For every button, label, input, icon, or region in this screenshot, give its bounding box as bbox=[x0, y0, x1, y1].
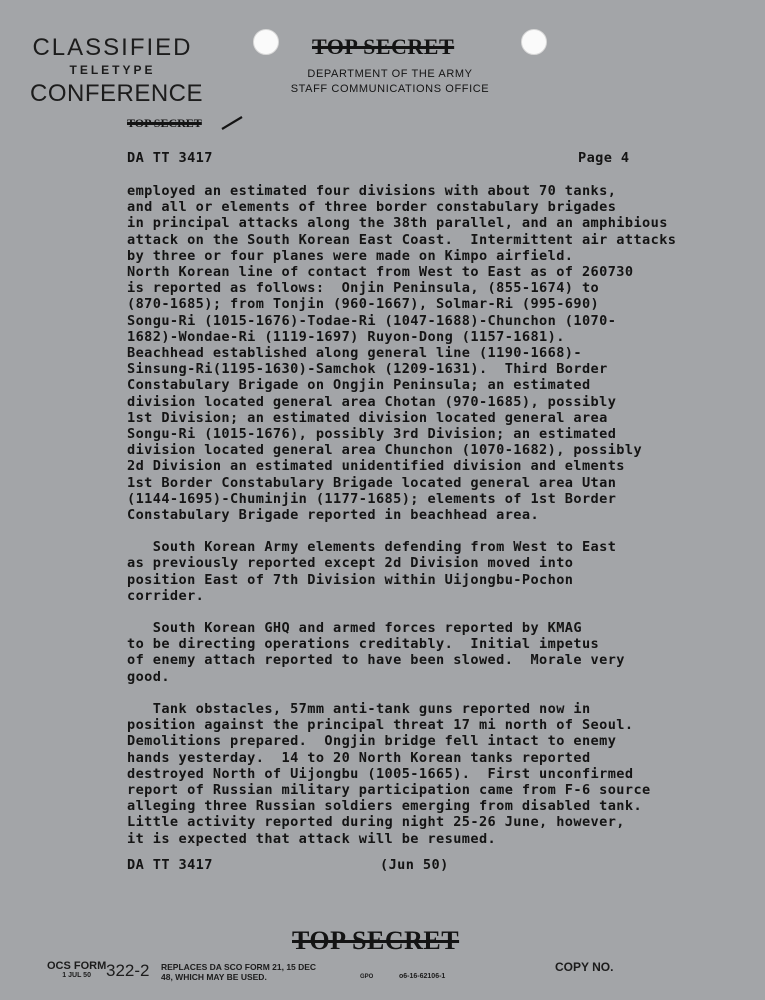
footer-doc-id: DA TT 3417 bbox=[127, 857, 213, 873]
text-line: Tank obstacles, 57mm anti-tank guns reported now in bbox=[127, 700, 591, 717]
paragraph-4 bbox=[127, 701, 752, 847]
text-line: Demolitions prepared. Ongjin bridge fell intact to enemy bbox=[127, 733, 617, 750]
message-body bbox=[127, 183, 752, 847]
doc-id: DA TT 3417 bbox=[127, 150, 213, 166]
text-line: Songu-Ri (1015-1676), possibly 3rd Division; an estimated bbox=[127, 426, 617, 443]
text-line: (870-1685); from Tonjin (960-1667), Solmar-Ri (995-690) bbox=[127, 296, 600, 313]
text-line: Songu-Ri (1015-1676)-Todae-Ri (1047-1688)-Chunchon (1070- bbox=[127, 312, 617, 329]
text-line: is reported as follows: Onjin Peninsula, (855-1674) to bbox=[127, 280, 600, 297]
department-block bbox=[290, 67, 490, 97]
footer-date: (Jun 50) bbox=[380, 857, 449, 873]
paragraph-1 bbox=[127, 183, 752, 523]
text-line: good. bbox=[127, 668, 170, 685]
text-line: 1st Border Constabulary Brigade located general area Utan bbox=[127, 474, 617, 491]
paragraph-3 bbox=[127, 620, 752, 685]
text-line: position East of 7th Division within Uijongbu-Pochon bbox=[127, 571, 574, 588]
text-line: hands yesterday. 14 to 20 North Korean tanks reported bbox=[127, 749, 591, 766]
text-line: by three or four planes were made on Kimpo airfield. bbox=[127, 247, 574, 264]
replaces-line-2: 48, WHICH MAY BE USED. bbox=[161, 972, 267, 982]
text-line: (1144-1695)-Chuminjin (1177-1685); elements of 1st Border bbox=[127, 490, 617, 507]
text-line: division located general area Chunchon (1070-1682), possibly bbox=[127, 442, 643, 459]
copy-number: COPY NO. bbox=[555, 960, 614, 974]
office-label: STAFF COMMUNICATIONS OFFICE bbox=[290, 83, 490, 95]
text-line: in principal attacks along the 38th parallel, and an amphibious bbox=[127, 215, 668, 232]
text-line: 1st Division; an estimated division located general area bbox=[127, 409, 608, 426]
text-line: attack on the South Korean East Coast. Intermittent air attacks bbox=[127, 231, 677, 248]
text-line: 2d Division an estimated unidentified division and elments bbox=[127, 458, 625, 475]
text-line: as previously reported except 2d Division moved into bbox=[127, 555, 574, 572]
page-number: Page 4 bbox=[578, 150, 630, 166]
teletype-label: TELETYPE bbox=[69, 63, 156, 77]
top-secret-small: TOP SECRET bbox=[127, 116, 202, 130]
replaces-line-1: REPLACES DA SCO FORM 21, 15 DEC bbox=[161, 962, 317, 972]
text-line: it is expected that attack will be resumed. bbox=[127, 830, 497, 847]
text-line: destroyed North of Uijongbu (1005-1665). First unconfirmed bbox=[127, 765, 634, 782]
text-line: alleging three Russian soldiers emerging from disabled tank. bbox=[127, 798, 643, 815]
punch-hole-left bbox=[253, 29, 279, 55]
text-line: Sinsung-Ri(1195-1630)-Samchok (1209-1631). Third Border bbox=[127, 361, 608, 378]
text-line: 1682)-Wondae-Ri (1119-1697) Ruyon-Dong (1157-1681). bbox=[127, 328, 565, 345]
text-line: Constabulary Brigade on Ongjin Peninsula; an estimated bbox=[127, 377, 591, 394]
classified-label: CLASSIFIED bbox=[32, 34, 193, 61]
text-line: North Korean line of contact from West to East as of 260730 bbox=[127, 264, 634, 281]
text-line: Constabulary Brigade reported in beachhead area. bbox=[127, 507, 540, 524]
paragraph-2 bbox=[127, 539, 752, 604]
conference-label: CONFERENCE bbox=[30, 80, 204, 107]
text-line: position against the principal threat 17 mi north of Seoul. bbox=[127, 717, 634, 734]
strike-tick-mark bbox=[220, 114, 246, 132]
punch-hole-right bbox=[521, 29, 547, 55]
text-line: South Korean GHQ and armed forces reported by KMAG bbox=[127, 620, 582, 637]
gpo-label: GPO bbox=[360, 974, 374, 980]
text-line: employed an estimated four divisions with about 70 tanks, bbox=[127, 183, 617, 199]
text-line: to be directing operations creditably. Initial impetus bbox=[127, 636, 600, 653]
form-number: 322-2 bbox=[106, 961, 150, 980]
text-line: Beachhead established along general line (1190-1668)- bbox=[127, 345, 582, 362]
text-line: South Korean Army elements defending from West to East bbox=[127, 539, 617, 556]
text-line: Little activity reported during night 25-26 June, however, bbox=[127, 814, 625, 831]
top-secret-header: TOP SECRET bbox=[312, 34, 455, 59]
replaces-block bbox=[161, 962, 316, 982]
text-line: report of Russian military participation came from F-6 source bbox=[127, 781, 651, 798]
form-label: OCS FORM bbox=[47, 960, 107, 972]
text-line: corrider. bbox=[127, 587, 205, 604]
form-label-block bbox=[47, 961, 106, 981]
classification-stamp bbox=[30, 34, 204, 107]
text-line: of enemy attach reported to have been slowed. Morale very bbox=[127, 652, 625, 669]
text-line: division located general area Chotan (970-1685), possibly bbox=[127, 393, 617, 410]
text-line: and all or elements of three border constabulary brigades bbox=[127, 199, 617, 216]
gpo-code: o6-16-62106-1 bbox=[399, 973, 446, 980]
top-secret-footer: TOP SECRET bbox=[292, 926, 460, 955]
department-label: DEPARTMENT OF THE ARMY bbox=[307, 68, 473, 80]
form-date: 1 JUL 50 bbox=[62, 972, 91, 979]
